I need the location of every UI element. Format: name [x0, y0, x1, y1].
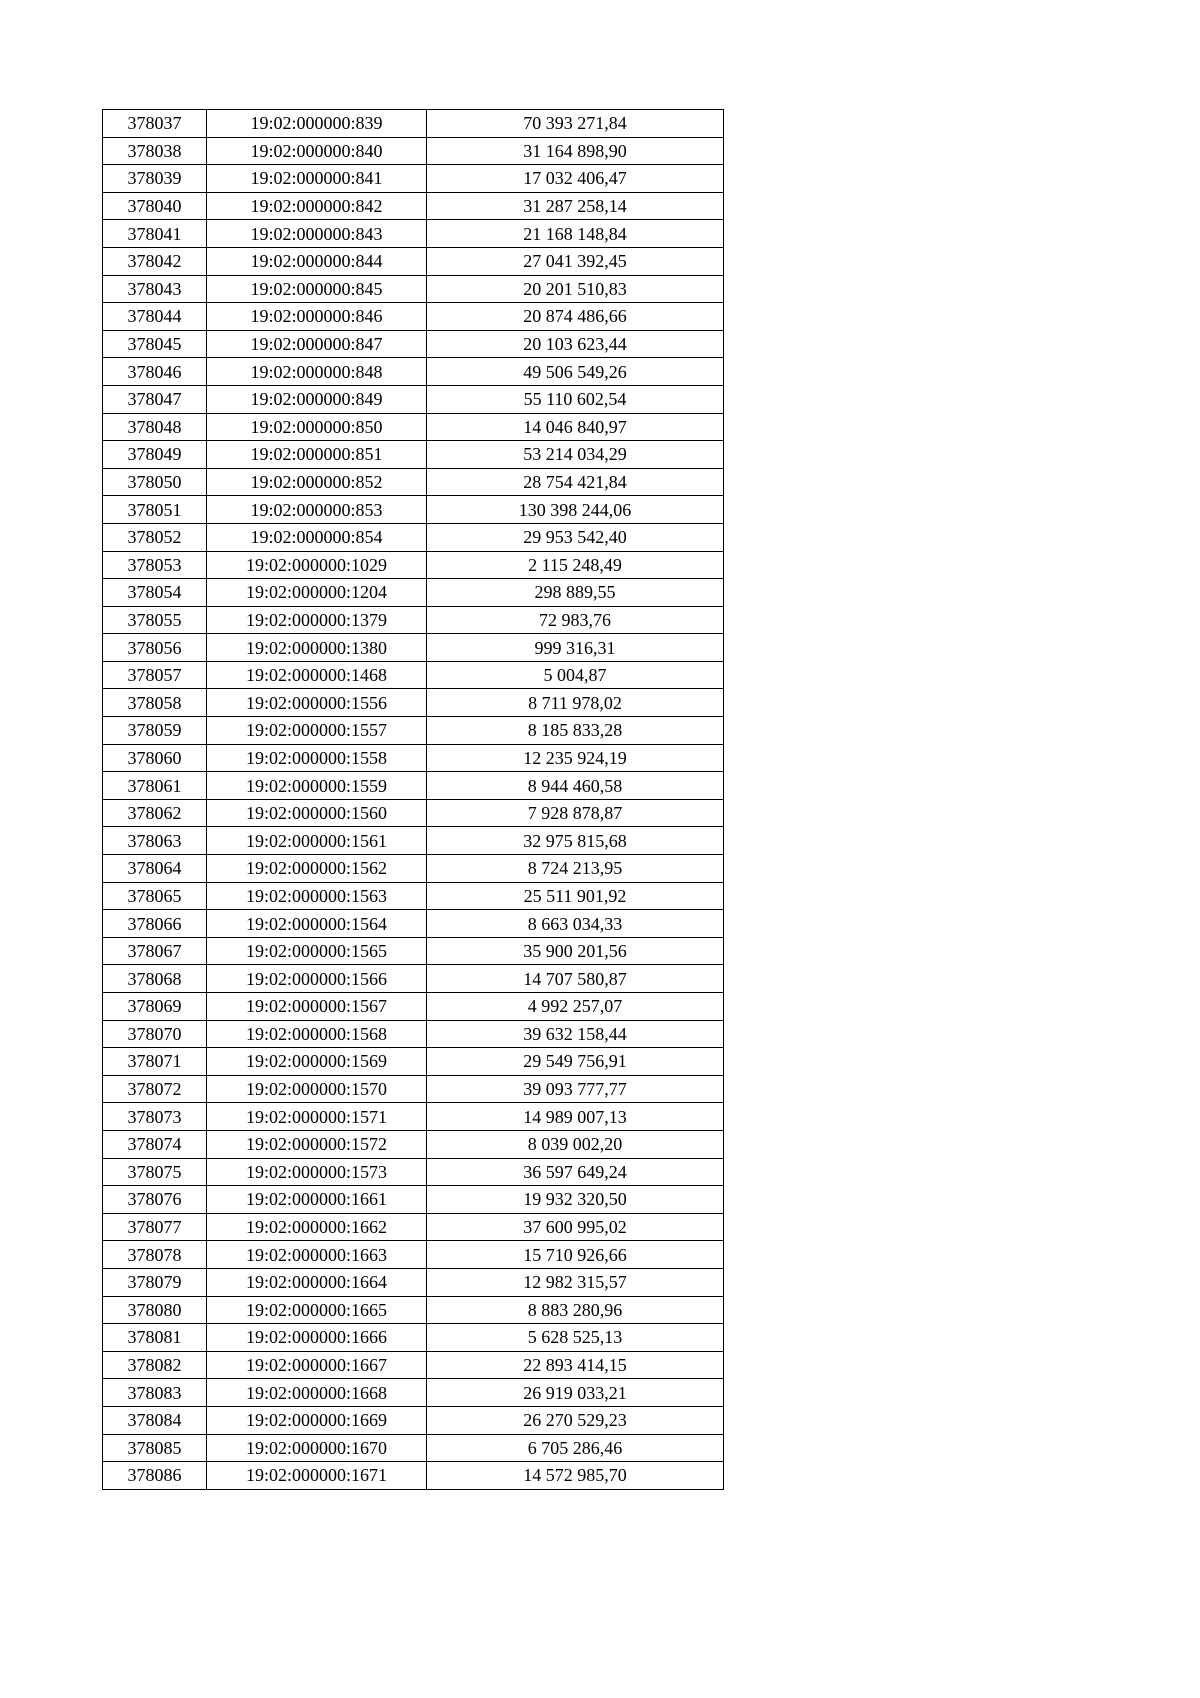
table-row [103, 1075, 724, 1103]
row-number-cell: 378085 [103, 1434, 207, 1462]
row-number-cell: 378042 [103, 247, 207, 275]
cadastral-number-cell: 19:02:000000:843 [207, 220, 427, 248]
table-row [103, 606, 724, 634]
row-number-cell: 378051 [103, 496, 207, 524]
table-row [103, 689, 724, 717]
cadastral-number-cell: 19:02:000000:1379 [207, 606, 427, 634]
table-body [103, 110, 724, 1490]
value-cell: 2 115 248,49 [427, 551, 724, 579]
row-number-cell: 378037 [103, 110, 207, 138]
value-cell: 6 705 286,46 [427, 1434, 724, 1462]
cadastral-number-cell: 19:02:000000:1663 [207, 1241, 427, 1269]
row-number-cell: 378073 [103, 1103, 207, 1131]
table-row [103, 937, 724, 965]
value-cell: 26 919 033,21 [427, 1379, 724, 1407]
value-cell: 14 989 007,13 [427, 1103, 724, 1131]
value-cell: 36 597 649,24 [427, 1158, 724, 1186]
row-number-cell: 378055 [103, 606, 207, 634]
table-row [103, 993, 724, 1021]
cadastral-number-cell: 19:02:000000:1570 [207, 1075, 427, 1103]
cadastral-value-table [102, 109, 724, 1490]
value-cell: 22 893 414,15 [427, 1351, 724, 1379]
cadastral-number-cell: 19:02:000000:1380 [207, 634, 427, 662]
cadastral-number-cell: 19:02:000000:846 [207, 303, 427, 331]
row-number-cell: 378079 [103, 1268, 207, 1296]
row-number-cell: 378058 [103, 689, 207, 717]
cadastral-number-cell: 19:02:000000:849 [207, 385, 427, 413]
table-row [103, 1020, 724, 1048]
table-row [103, 551, 724, 579]
table-row [103, 413, 724, 441]
row-number-cell: 378076 [103, 1186, 207, 1214]
row-number-cell: 378083 [103, 1379, 207, 1407]
table-row [103, 1130, 724, 1158]
value-cell: 8 663 034,33 [427, 910, 724, 938]
table-row [103, 523, 724, 551]
value-cell: 29 953 542,40 [427, 523, 724, 551]
table-row [103, 1296, 724, 1324]
table-row [103, 717, 724, 745]
cadastral-number-cell: 19:02:000000:839 [207, 110, 427, 138]
table-row [103, 220, 724, 248]
table-row [103, 1351, 724, 1379]
row-number-cell: 378075 [103, 1158, 207, 1186]
cadastral-number-cell: 19:02:000000:1571 [207, 1103, 427, 1131]
table-row [103, 634, 724, 662]
row-number-cell: 378054 [103, 579, 207, 607]
row-number-cell: 378048 [103, 413, 207, 441]
cadastral-number-cell: 19:02:000000:854 [207, 523, 427, 551]
table-row [103, 1186, 724, 1214]
value-cell: 4 992 257,07 [427, 993, 724, 1021]
value-cell: 5 628 525,13 [427, 1324, 724, 1352]
cadastral-number-cell: 19:02:000000:850 [207, 413, 427, 441]
value-cell: 28 754 421,84 [427, 468, 724, 496]
row-number-cell: 378066 [103, 910, 207, 938]
cadastral-number-cell: 19:02:000000:1666 [207, 1324, 427, 1352]
row-number-cell: 378081 [103, 1324, 207, 1352]
cadastral-number-cell: 19:02:000000:851 [207, 441, 427, 469]
value-cell: 8 944 460,58 [427, 772, 724, 800]
row-number-cell: 378078 [103, 1241, 207, 1269]
value-cell: 27 041 392,45 [427, 247, 724, 275]
cadastral-number-cell: 19:02:000000:847 [207, 330, 427, 358]
cadastral-number-cell: 19:02:000000:1667 [207, 1351, 427, 1379]
value-cell: 25 511 901,92 [427, 882, 724, 910]
row-number-cell: 378041 [103, 220, 207, 248]
value-cell: 72 983,76 [427, 606, 724, 634]
value-cell: 14 572 985,70 [427, 1462, 724, 1490]
cadastral-number-cell: 19:02:000000:1565 [207, 937, 427, 965]
cadastral-number-cell: 19:02:000000:1556 [207, 689, 427, 717]
cadastral-number-cell: 19:02:000000:844 [207, 247, 427, 275]
value-cell: 999 316,31 [427, 634, 724, 662]
table-row [103, 1379, 724, 1407]
table-row [103, 165, 724, 193]
row-number-cell: 378060 [103, 744, 207, 772]
row-number-cell: 378062 [103, 799, 207, 827]
row-number-cell: 378084 [103, 1406, 207, 1434]
cadastral-number-cell: 19:02:000000:1468 [207, 661, 427, 689]
value-cell: 8 185 833,28 [427, 717, 724, 745]
value-cell: 32 975 815,68 [427, 827, 724, 855]
value-cell: 26 270 529,23 [427, 1406, 724, 1434]
value-cell: 14 707 580,87 [427, 965, 724, 993]
table-row [103, 441, 724, 469]
cadastral-number-cell: 19:02:000000:848 [207, 358, 427, 386]
cadastral-number-cell: 19:02:000000:1557 [207, 717, 427, 745]
table-row [103, 1462, 724, 1490]
cadastral-number-cell: 19:02:000000:842 [207, 192, 427, 220]
cadastral-number-cell: 19:02:000000:1665 [207, 1296, 427, 1324]
table-row [103, 1241, 724, 1269]
row-number-cell: 378047 [103, 385, 207, 413]
table-row [103, 468, 724, 496]
cadastral-number-cell: 19:02:000000:841 [207, 165, 427, 193]
table-row [103, 744, 724, 772]
row-number-cell: 378082 [103, 1351, 207, 1379]
value-cell: 31 164 898,90 [427, 137, 724, 165]
cadastral-number-cell: 19:02:000000:1029 [207, 551, 427, 579]
cadastral-number-cell: 19:02:000000:1568 [207, 1020, 427, 1048]
cadastral-number-cell: 19:02:000000:1572 [207, 1130, 427, 1158]
value-cell: 53 214 034,29 [427, 441, 724, 469]
value-cell: 12 982 315,57 [427, 1268, 724, 1296]
cadastral-number-cell: 19:02:000000:1558 [207, 744, 427, 772]
row-number-cell: 378053 [103, 551, 207, 579]
cadastral-number-cell: 19:02:000000:852 [207, 468, 427, 496]
table-row [103, 1268, 724, 1296]
table-row [103, 1048, 724, 1076]
cadastral-number-cell: 19:02:000000:1569 [207, 1048, 427, 1076]
cadastral-number-cell: 19:02:000000:1564 [207, 910, 427, 938]
table-row [103, 1324, 724, 1352]
row-number-cell: 378072 [103, 1075, 207, 1103]
row-number-cell: 378061 [103, 772, 207, 800]
value-cell: 298 889,55 [427, 579, 724, 607]
row-number-cell: 378059 [103, 717, 207, 745]
cadastral-number-cell: 19:02:000000:1559 [207, 772, 427, 800]
table-row [103, 579, 724, 607]
row-number-cell: 378049 [103, 441, 207, 469]
row-number-cell: 378039 [103, 165, 207, 193]
table-row [103, 385, 724, 413]
value-cell: 39 632 158,44 [427, 1020, 724, 1048]
cadastral-number-cell: 19:02:000000:1567 [207, 993, 427, 1021]
row-number-cell: 378069 [103, 993, 207, 1021]
table-row [103, 910, 724, 938]
row-number-cell: 378067 [103, 937, 207, 965]
row-number-cell: 378077 [103, 1213, 207, 1241]
value-cell: 15 710 926,66 [427, 1241, 724, 1269]
cadastral-number-cell: 19:02:000000:1662 [207, 1213, 427, 1241]
cadastral-number-cell: 19:02:000000:1671 [207, 1462, 427, 1490]
cadastral-number-cell: 19:02:000000:1563 [207, 882, 427, 910]
row-number-cell: 378065 [103, 882, 207, 910]
table-row [103, 855, 724, 883]
cadastral-number-cell: 19:02:000000:1561 [207, 827, 427, 855]
cadastral-number-cell: 19:02:000000:1668 [207, 1379, 427, 1407]
value-cell: 39 093 777,77 [427, 1075, 724, 1103]
table-row [103, 965, 724, 993]
cadastral-number-cell: 19:02:000000:853 [207, 496, 427, 524]
cadastral-number-cell: 19:02:000000:1670 [207, 1434, 427, 1462]
table-row [103, 192, 724, 220]
row-number-cell: 378063 [103, 827, 207, 855]
table-row [103, 137, 724, 165]
row-number-cell: 378052 [103, 523, 207, 551]
cadastral-number-cell: 19:02:000000:1562 [207, 855, 427, 883]
row-number-cell: 378044 [103, 303, 207, 331]
value-cell: 8 039 002,20 [427, 1130, 724, 1158]
table-row [103, 1406, 724, 1434]
table-row [103, 661, 724, 689]
table-row [103, 275, 724, 303]
value-cell: 8 883 280,96 [427, 1296, 724, 1324]
value-cell: 17 032 406,47 [427, 165, 724, 193]
table-row [103, 247, 724, 275]
cadastral-number-cell: 19:02:000000:1204 [207, 579, 427, 607]
table-row [103, 303, 724, 331]
row-number-cell: 378043 [103, 275, 207, 303]
row-number-cell: 378050 [103, 468, 207, 496]
value-cell: 19 932 320,50 [427, 1186, 724, 1214]
cadastral-number-cell: 19:02:000000:1566 [207, 965, 427, 993]
row-number-cell: 378038 [103, 137, 207, 165]
table-row [103, 330, 724, 358]
cadastral-number-cell: 19:02:000000:845 [207, 275, 427, 303]
row-number-cell: 378070 [103, 1020, 207, 1048]
row-number-cell: 378057 [103, 661, 207, 689]
table-row [103, 1434, 724, 1462]
value-cell: 20 201 510,83 [427, 275, 724, 303]
row-number-cell: 378074 [103, 1130, 207, 1158]
value-cell: 8 724 213,95 [427, 855, 724, 883]
cadastral-number-cell: 19:02:000000:1661 [207, 1186, 427, 1214]
table-row [103, 110, 724, 138]
value-cell: 20 103 623,44 [427, 330, 724, 358]
table-row [103, 1158, 724, 1186]
row-number-cell: 378064 [103, 855, 207, 883]
table-row [103, 358, 724, 386]
table-row [103, 1213, 724, 1241]
value-cell: 21 168 148,84 [427, 220, 724, 248]
row-number-cell: 378046 [103, 358, 207, 386]
row-number-cell: 378086 [103, 1462, 207, 1490]
row-number-cell: 378068 [103, 965, 207, 993]
table-row [103, 496, 724, 524]
cadastral-number-cell: 19:02:000000:1664 [207, 1268, 427, 1296]
row-number-cell: 378080 [103, 1296, 207, 1324]
table-row [103, 772, 724, 800]
value-cell: 35 900 201,56 [427, 937, 724, 965]
table-row [103, 799, 724, 827]
value-cell: 5 004,87 [427, 661, 724, 689]
row-number-cell: 378071 [103, 1048, 207, 1076]
row-number-cell: 378045 [103, 330, 207, 358]
cadastral-number-cell: 19:02:000000:1669 [207, 1406, 427, 1434]
cadastral-number-cell: 19:02:000000:840 [207, 137, 427, 165]
value-cell: 7 928 878,87 [427, 799, 724, 827]
value-cell: 70 393 271,84 [427, 110, 724, 138]
value-cell: 20 874 486,66 [427, 303, 724, 331]
table-row [103, 882, 724, 910]
value-cell: 31 287 258,14 [427, 192, 724, 220]
value-cell: 49 506 549,26 [427, 358, 724, 386]
value-cell: 55 110 602,54 [427, 385, 724, 413]
value-cell: 37 600 995,02 [427, 1213, 724, 1241]
cadastral-number-cell: 19:02:000000:1560 [207, 799, 427, 827]
row-number-cell: 378040 [103, 192, 207, 220]
row-number-cell: 378056 [103, 634, 207, 662]
value-cell: 12 235 924,19 [427, 744, 724, 772]
cadastral-number-cell: 19:02:000000:1573 [207, 1158, 427, 1186]
value-cell: 8 711 978,02 [427, 689, 724, 717]
value-cell: 130 398 244,06 [427, 496, 724, 524]
table-row [103, 1103, 724, 1131]
value-cell: 14 046 840,97 [427, 413, 724, 441]
value-cell: 29 549 756,91 [427, 1048, 724, 1076]
table-row [103, 827, 724, 855]
